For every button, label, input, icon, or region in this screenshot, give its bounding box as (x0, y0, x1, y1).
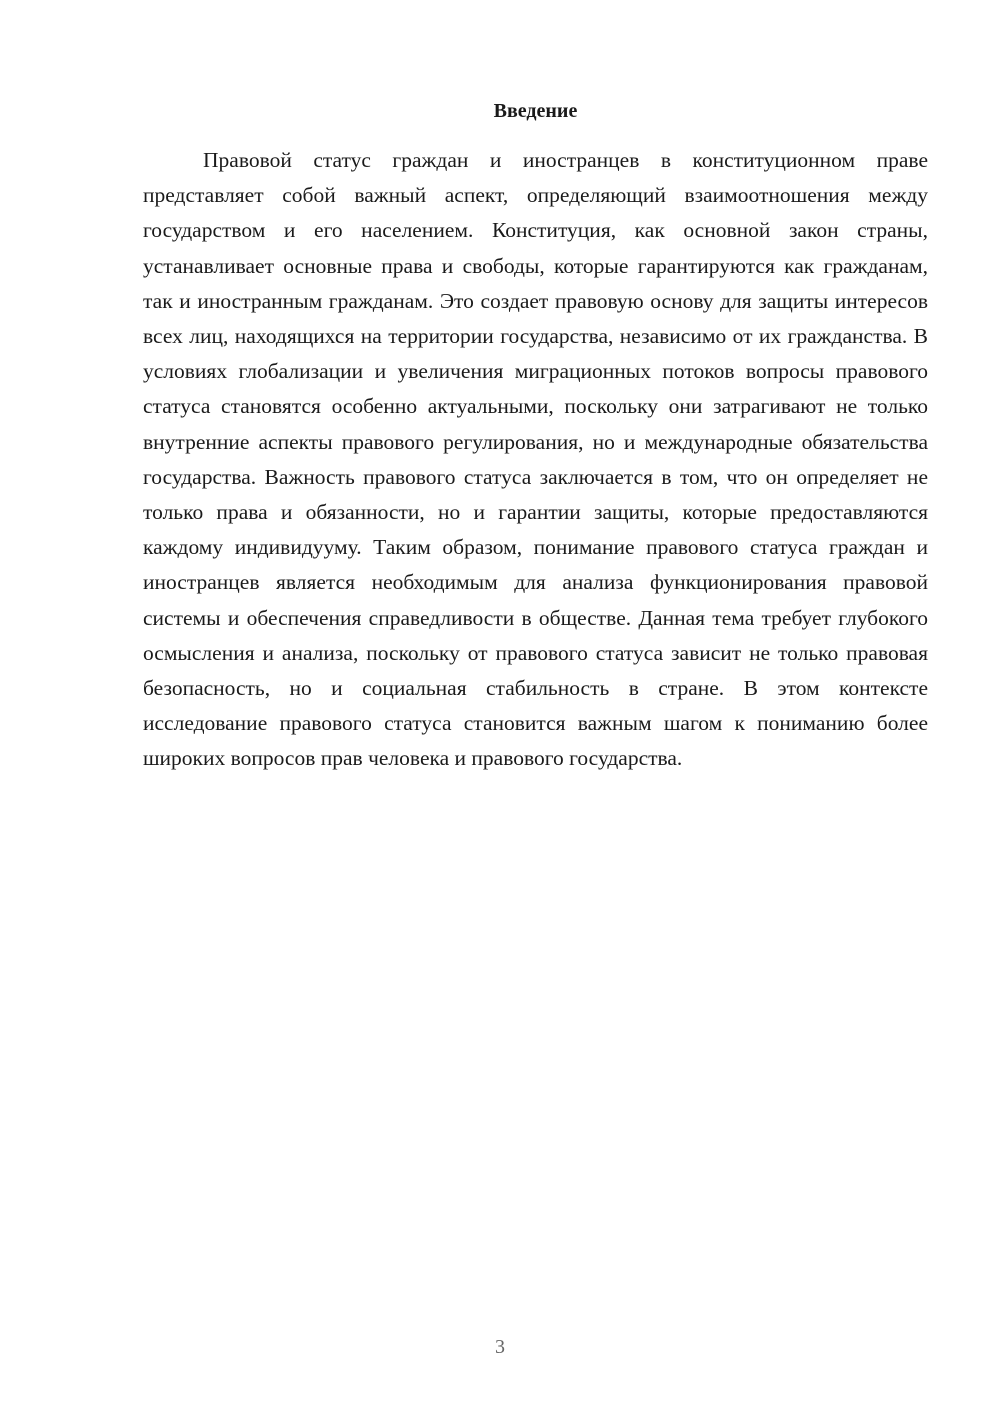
page-number: 3 (495, 1336, 505, 1358)
body-paragraph: Правовой статус граждан и иностранцев в конституционном праве представляет собой важный аспект, определяющий взаимоотношения между государством и его населением. Конституция, как основной закон страны, устанавливает основные права и свободы, которые гарантируются как гражданам, так и иностранным гражданам. Это создает правовую основу для защиты интересов всех лиц, находящихся на территории государства, независимо от их гражданства. В условиях глобализации и увеличения миграционных потоков вопросы правового статуса становятся особенно актуальными, поскольку они затрагивают не только внутренние аспекты правового регулирования, но и международные обязательства государства. Важность правового статуса заключается в том, что он определяет не только права и обязанности, но и гарантии защиты, которые предоставляются каждому индивидууму. Таким образом, понимание правового статуса граждан и иностранцев является необходимым для анализа функционирования правовой системы и обеспечения справедливости в обществе. Данная тема требует глубокого осмысления и анализа, поскольку от правового статуса зависит не только правовая безопасность, но и социальная стабильность в стране. В этом контексте исследование правового статуса становится важным шагом к пониманию более широких вопросов прав человека и правового государства. (143, 148, 928, 771)
section-title: Введение (493, 100, 578, 122)
